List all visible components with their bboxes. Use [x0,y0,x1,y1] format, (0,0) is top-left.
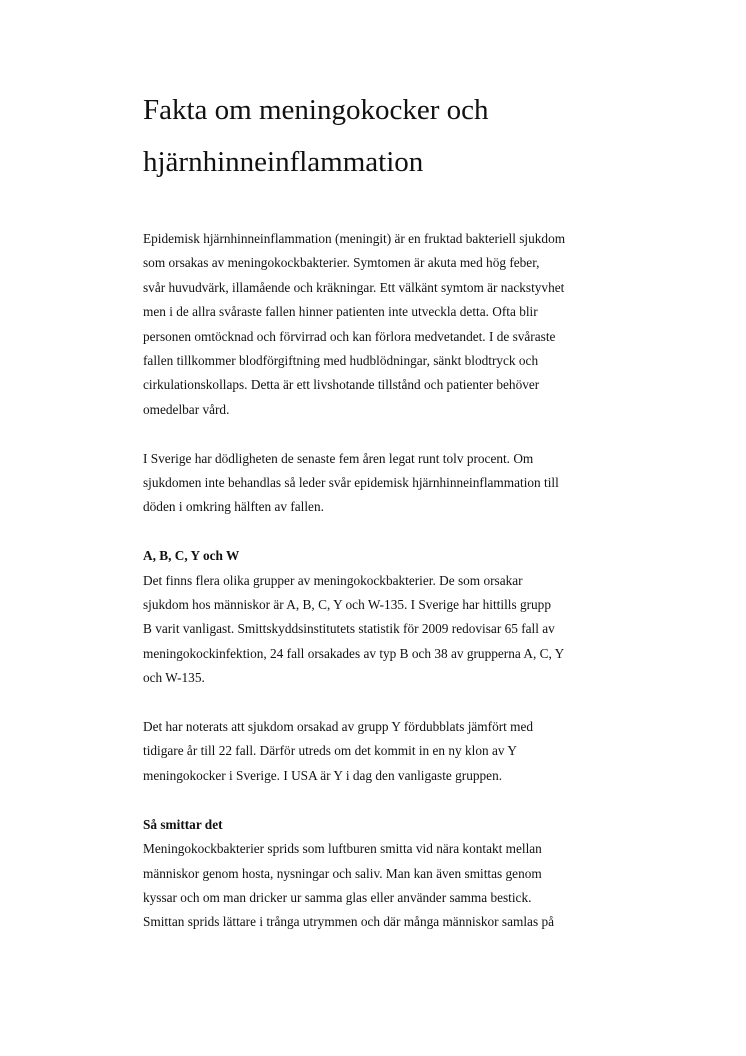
text-line: tidigare år till 22 fall. Därför utreds om det kommit in en ny klon av Y [143,743,517,759]
text-line: personen omtöcknad och förvirrad och kan förlora medvetandet. I de svåraste [143,328,556,344]
document-body [143,227,633,935]
text-line: och W-135. [143,670,205,686]
text-line: Epidemisk hjärnhinneinflammation (meningit) är en fruktad bakteriell sjukdom [143,231,566,246]
paragraph-group-y [143,715,633,788]
paragraph-groups [143,569,633,691]
text-line: kyssar och om man dricker ur samma glas eller använder samma bestick. [143,889,532,905]
section-heading: A, B, C, Y och W [143,548,240,564]
text-line: döden i omkring hälften av fallen. [143,499,324,515]
text-line: sjukdom hos människor är A, B, C, Y och W-135. I Sverige har hittills grupp [143,597,551,613]
text-line: meningokockinfektion, 24 fall orsakades av typ B och 38 av grupperna A, C, Y [143,645,565,661]
text-line: omedelbar vård. [143,401,230,417]
paragraph-intro [143,227,633,422]
text-line: Smittan sprids lättare i trånga utrymmen och där många människor samlas på [143,914,554,930]
text-line: Meningokockbakterier sprids som luftburen smitta vid nära kontakt mellan [143,841,542,857]
text-line: sjukdomen inte behandlas så leder svår epidemisk hjärnhinneinflammation till [143,475,559,491]
document-title [143,84,633,188]
section-groups [143,544,633,788]
document-page [143,84,633,935]
text-line: Det har noterats att sjukdom orsakad av grupp Y fördubblats jämfört med [143,719,534,735]
text-line: människor genom hosta, nysningar och saliv. Man kan även smittas genom [143,865,542,881]
text-line: som orsakas av meningokockbakterier. Symtomen är akuta med hög feber, [143,255,540,271]
paragraph-mortality [143,447,633,520]
title-line: hjärnhinneinflammation [143,146,424,178]
section-transmission [143,813,633,935]
text-line: men i de allra svåraste fallen hinner patienten inte utveckla detta. Ofta blir [143,304,538,320]
text-line: I Sverige har dödligheten de senaste fem åren legat runt tolv procent. Om [143,450,534,466]
text-line: cirkulationskollaps. Detta är ett livshotande tillstånd och patienter behöver [143,377,540,393]
text-line: meningokocker i Sverige. I USA är Y i dag den vanligaste gruppen. [143,767,503,783]
section-heading: Så smittar det [143,816,223,832]
text-line: svår huvudvärk, illamående och kräkningar. Ett välkänt symtom är nackstyvhet [143,279,565,295]
paragraph-transmission [143,837,633,935]
title-line: Fakta om meningokocker och [143,94,489,126]
text-line: fallen tillkommer blodförgiftning med hudblödningar, sänkt blodtryck och [143,353,539,369]
text-line: B varit vanligast. Smittskyddsinstitutets statistik för 2009 redovisar 65 fall av [143,621,555,637]
text-line: Det finns flera olika grupper av meningokockbakterier. De som orsakar [143,572,523,588]
